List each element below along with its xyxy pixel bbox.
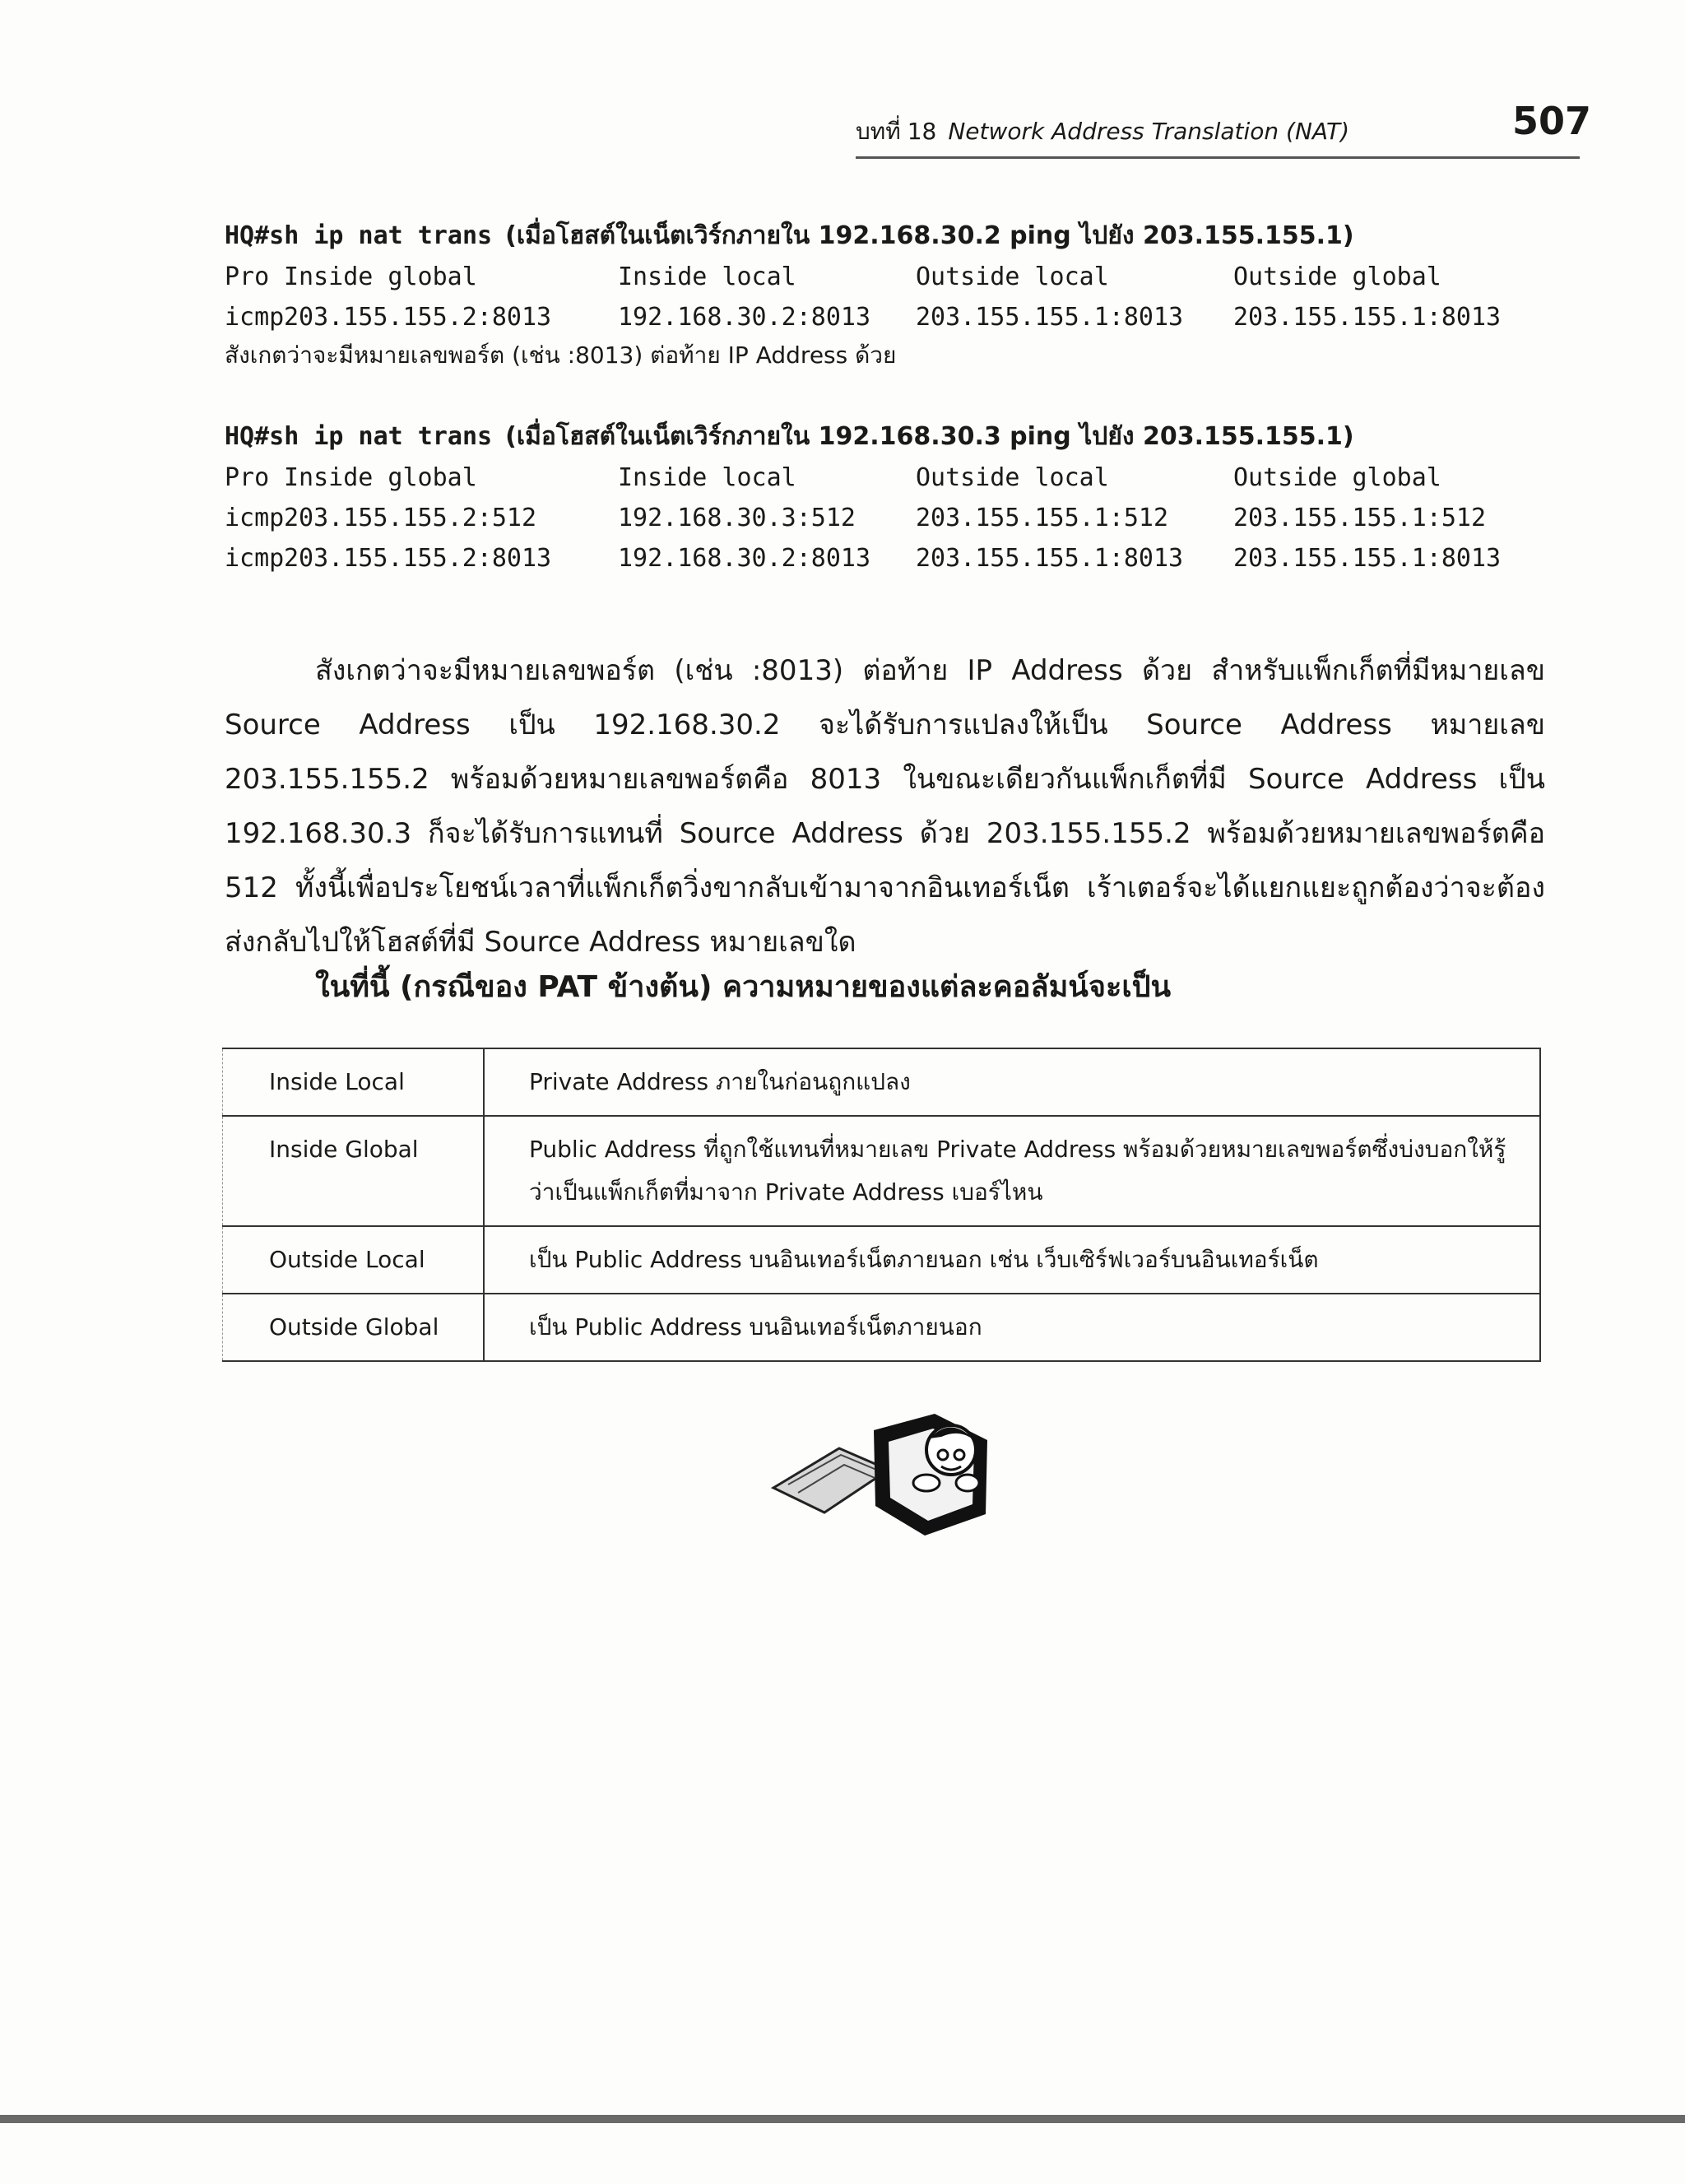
description-cell: Private Address ภายในก่อนถูกแปลง	[484, 1048, 1540, 1116]
table-cell: 203.155.155.2:512	[284, 504, 537, 532]
command-context: (เมื่อโฮสต์ในเน็ตเวิร์กภายใน 192.168.30.2 ping ไปยัง 203.155.155.1)	[505, 221, 1354, 250]
person-at-computer-icon	[765, 1391, 1012, 1547]
table-cell: icmp	[225, 504, 285, 532]
table-cell: 192.168.30.2:8013	[618, 544, 871, 573]
table-header-row	[225, 257, 1557, 297]
table-cell: icmp	[225, 544, 285, 573]
column-header: Pro	[225, 263, 270, 291]
table-row	[225, 297, 1557, 337]
chapter-number: 18	[907, 118, 937, 145]
scan-edge-band	[0, 2115, 1685, 2123]
command-output-block-1	[225, 216, 1557, 374]
table-row	[225, 538, 1557, 579]
column-header: Outside local	[916, 463, 1109, 492]
column-header: Inside local	[618, 463, 796, 492]
command-text: HQ#sh ip nat trans	[225, 221, 493, 250]
command-title	[225, 416, 1557, 458]
table-cell: 192.168.30.3:512	[618, 504, 856, 532]
column-header: Outside global	[1233, 463, 1441, 492]
description-cell: Public Address ที่ถูกใช้แทนที่หมายเลข Private Address พร้อมด้วยหมายเลขพอร์ตซึ่งบ่งบอกให้รู้ว่าเป็นแพ็กเก็ตที่มาจาก Private Address เบอร์ไหน	[484, 1116, 1540, 1226]
column-header: Outside global	[1233, 263, 1441, 291]
body-paragraph: สังเกตว่าจะมีหมายเลขพอร์ต (เช่น :8013) ต่อท้าย IP Address ด้วย สำหรับแพ็กเก็ตที่มีหมายเลข Source Address เป็น 192.168.30.2 จะได้รับการแปลงให้เป็น Source Address หมายเลข 203.155.155.2 พร้อมด้วยหมายเลขพอร์ตคือ 8013 ในขณะเดียวกันแพ็กเก็ตที่มี Source Address เป็น 192.168.30.3 ก็จะได้รับการแทนที่ Source Address ด้วย 203.155.155.2 พร้อมด้วยหมายเลขพอร์ตคือ 512 ทั้งนี้เพื่อประโยชน์เวลาที่แพ็กเก็ตวิ่งขากลับเข้ามาจากอินเทอร์เน็ต เร้าเตอร์จะได้แยกแยะถูกต้องว่าจะต้องส่งกลับไปให้โฮสต์ที่มี Source Address หมายเลขใด	[225, 654, 1545, 959]
chapter-title: Network Address Translation (NAT)	[948, 118, 1350, 145]
term-cell: Inside Global	[223, 1116, 485, 1226]
term-cell: Outside Local	[223, 1226, 485, 1294]
column-header: Outside local	[916, 263, 1109, 291]
command-text: HQ#sh ip nat trans	[225, 422, 493, 451]
table-row	[223, 1116, 1541, 1226]
command-context: (เมื่อโฮสต์ในเน็ตเวิร์กภายใน 192.168.30.3 ping ไปยัง 203.155.155.1)	[505, 422, 1354, 451]
command-title	[225, 216, 1557, 257]
running-header	[856, 107, 1580, 159]
description-cell: เป็น Public Address บนอินเทอร์เน็ตภายนอก	[484, 1294, 1540, 1361]
table-cell: 203.155.155.1:8013	[916, 303, 1184, 332]
table-cell: 192.168.30.2:8013	[618, 303, 871, 332]
section-heading: ในที่นี้ (กรณีของ PAT ข้างต้น) ความหมายของแต่ละคอลัมน์จะเป็น	[315, 970, 1172, 1004]
table-cell: 203.155.155.1:8013	[916, 544, 1184, 573]
command-output-block-2	[225, 416, 1557, 579]
term-cell: Outside Global	[223, 1294, 485, 1361]
table-cell: 203.155.155.1:512	[916, 504, 1169, 532]
description-cell: เป็น Public Address บนอินเทอร์เน็ตภายนอก เช่น เว็บเซิร์ฟเวอร์บนอินเทอร์เน็ต	[484, 1226, 1540, 1294]
table-cell: icmp	[225, 303, 285, 332]
table-cell: 203.155.155.1:8013	[1233, 303, 1502, 332]
table-row	[223, 1226, 1541, 1294]
table-cell: 203.155.155.1:512	[1233, 504, 1487, 532]
column-header: Inside local	[618, 263, 796, 291]
column-header: Inside global	[284, 263, 477, 291]
table-row	[223, 1048, 1541, 1116]
page-number: 507	[1512, 99, 1592, 143]
table-row	[223, 1294, 1541, 1361]
table-row	[225, 498, 1557, 538]
term-cell: Inside Local	[223, 1048, 485, 1116]
chapter-heading	[856, 114, 1349, 150]
table-cell: 203.155.155.1:8013	[1233, 544, 1502, 573]
column-header: Pro	[225, 463, 270, 492]
chapter-label: บทที่	[856, 118, 901, 145]
terms-table	[222, 1048, 1541, 1362]
table-cell: 203.155.155.2:8013	[284, 303, 552, 332]
table-cell: 203.155.155.2:8013	[284, 544, 552, 573]
table-header-row	[225, 458, 1557, 498]
command-note: สังเกตว่าจะมีหมายเลขพอร์ต (เช่น :8013) ต่อท้าย IP Address ด้วย	[225, 342, 897, 369]
column-header: Inside global	[284, 463, 477, 492]
